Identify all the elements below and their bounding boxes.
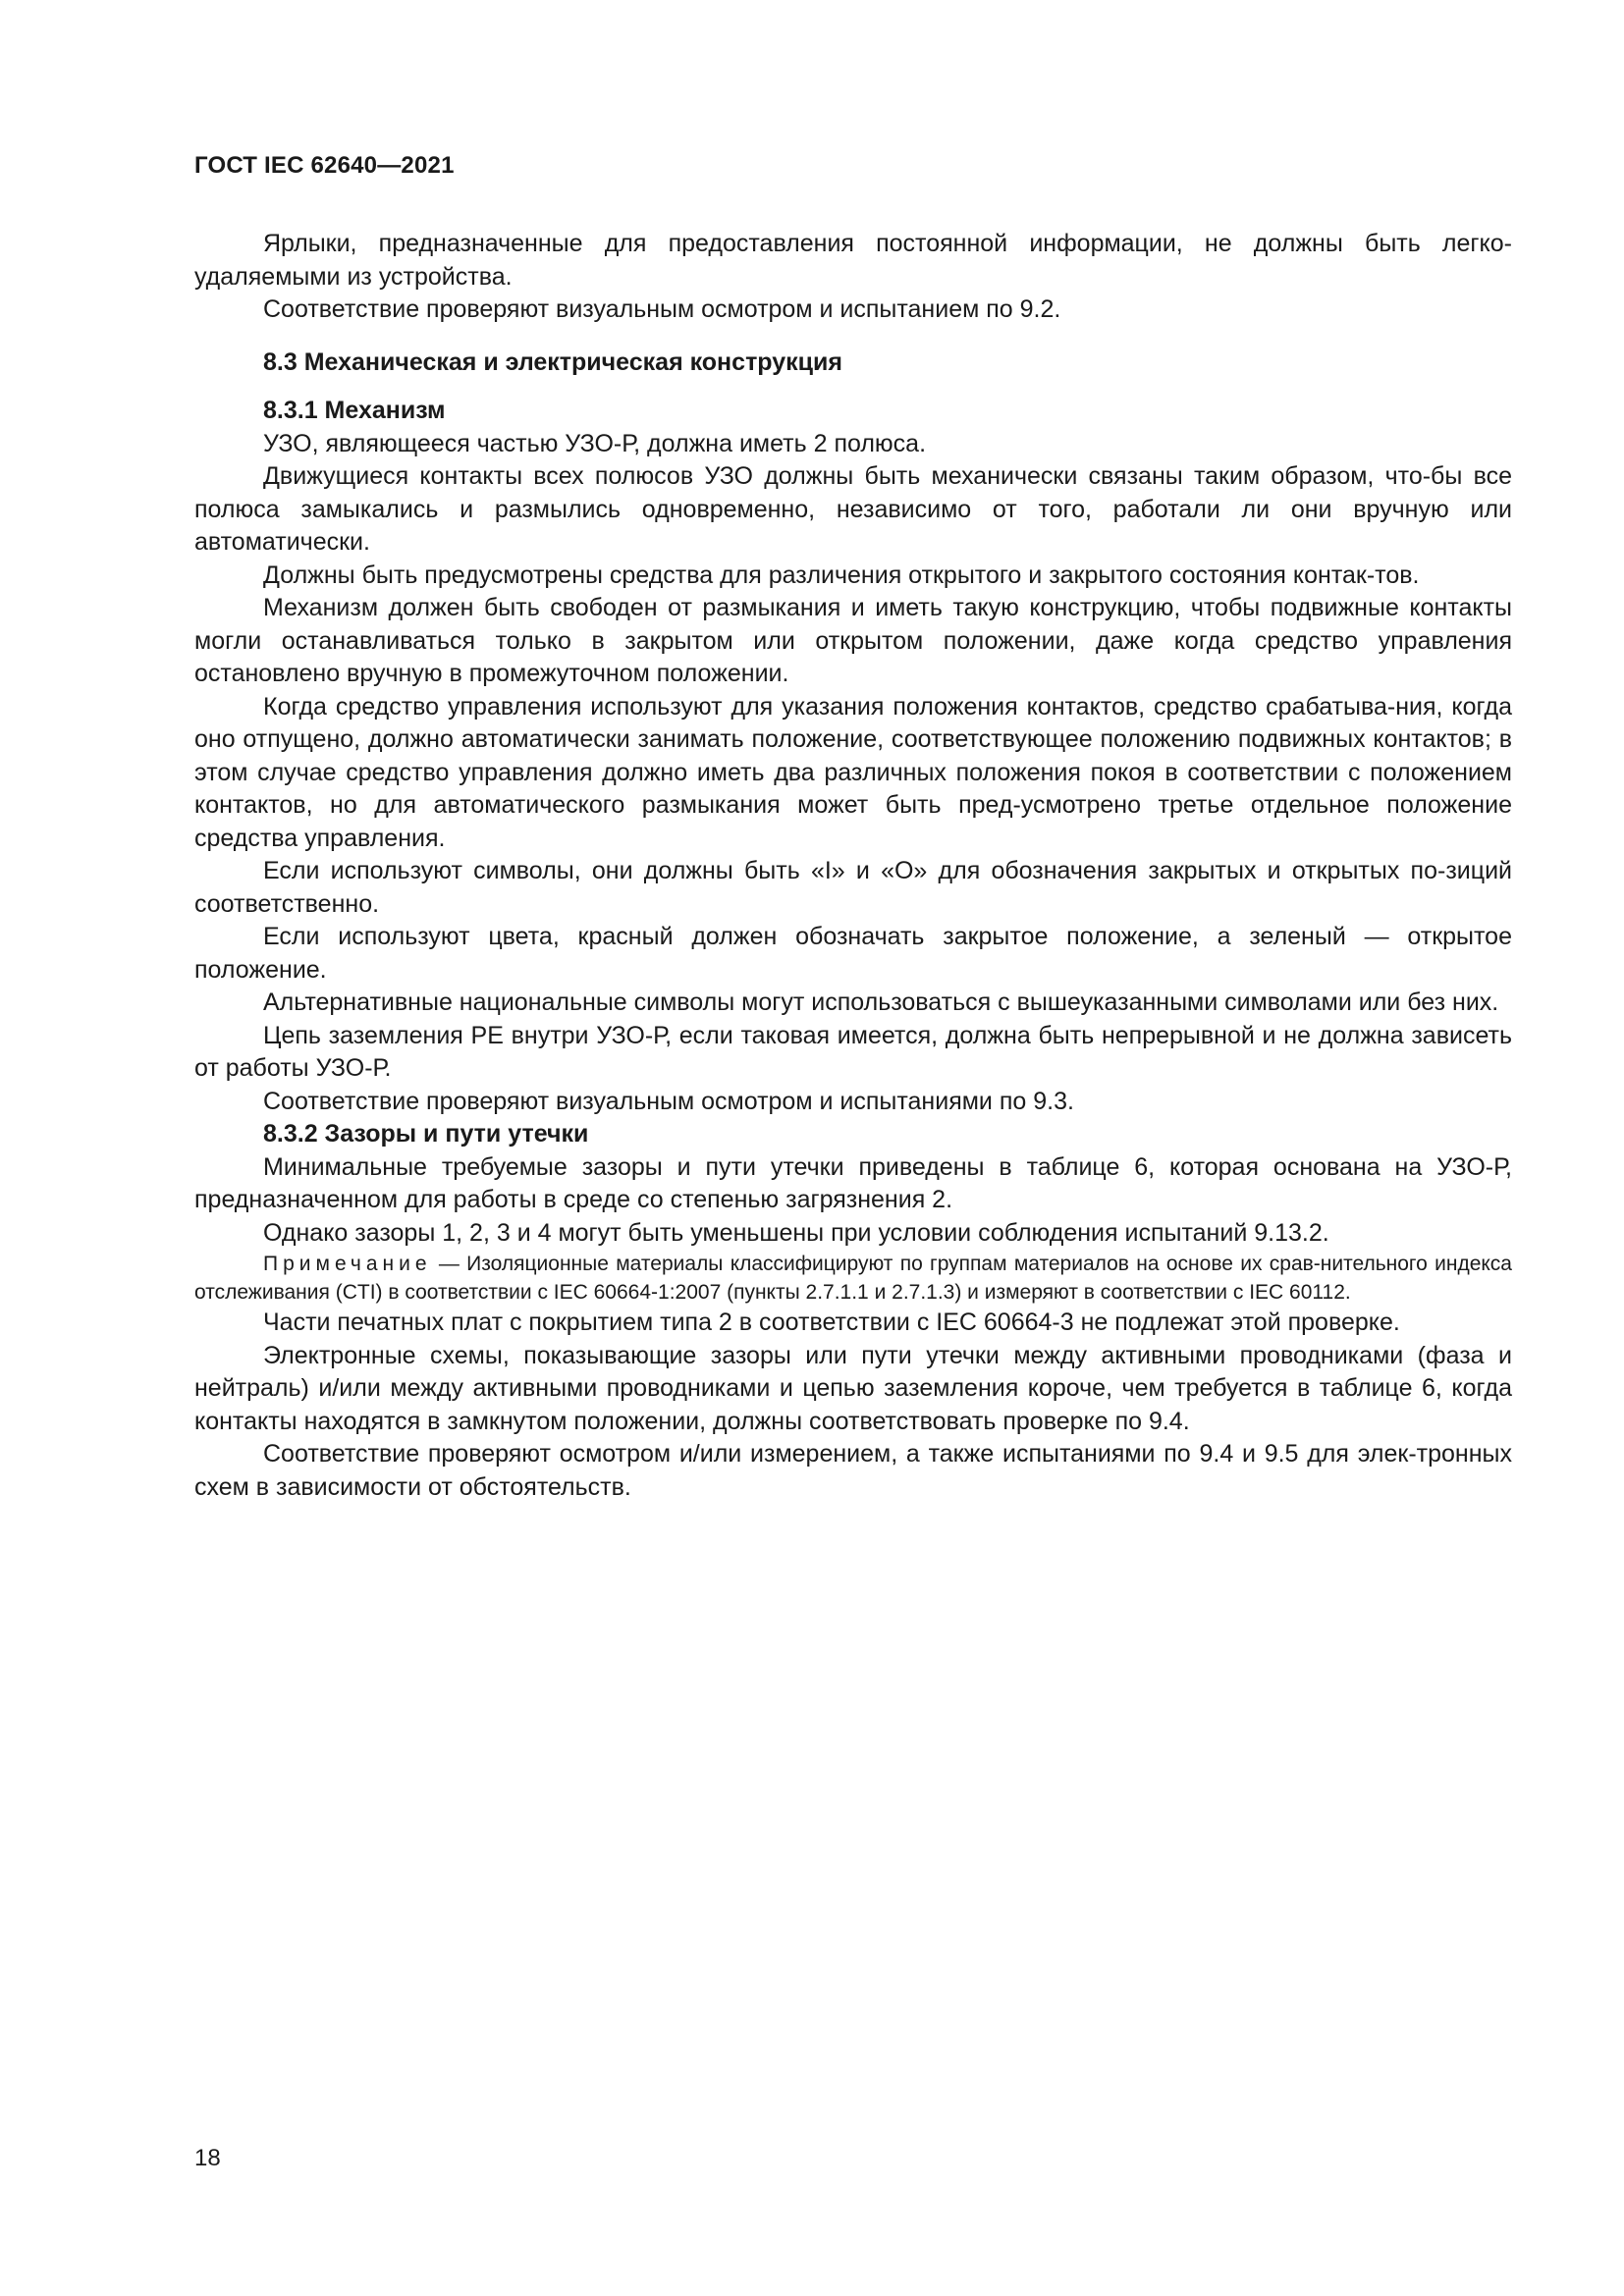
paragraph: Части печатных плат с покрытием типа 2 в соответствии с IEC 60664-3 не подлежат этой проверке. <box>263 1308 1400 1336</box>
paragraph: Соответствие проверяют визуальным осмотром и испытаниями по 9.3. <box>263 1087 1074 1115</box>
paragraph: Должны быть предусмотрены средства для различения открытого и закрытого состояния контак-тов. <box>263 561 1420 589</box>
paragraph: УЗО, являющееся частью УЗО-Р, должна иметь 2 полюса. <box>263 429 927 457</box>
paragraph: Движущиеся контакты всех полюсов УЗО должны быть механически связаны таким образом, что-бы все полюса замыкались и размылись одновременно, независимо от того, работали ли они вручную или автоматически. <box>194 462 1512 556</box>
section-heading-8-3: 8.3 Механическая и электрическая конструкция <box>263 347 842 376</box>
paragraph: Соответствие проверяют визуальным осмотром и испытанием по 9.2. <box>263 295 1061 323</box>
note-label: Примечание <box>263 1253 432 1275</box>
paragraph: Цепь заземления PE внутри УЗО-Р, если таковая имеется, должна быть непрерывной и не должна зависеть от работы УЗО-Р. <box>194 1021 1512 1082</box>
page-number: 18 <box>194 2145 221 2171</box>
paragraph: Минимальные требуемые зазоры и пути утечки приведены в таблице 6, которая основана на УЗО-Р, предназначенном для работы в среде со степенью загрязнения 2. <box>194 1152 1512 1213</box>
paragraph: Когда средство управления используют для указания положения контактов, средство срабатыва-ния, когда оно отпущено, должно автоматически занимать положение, соответствующее положению подвижных контактов; в этом случае средство управления должно иметь два различных положения покоя в соответствии с положением контактов, но для автоматического размыкания может быть пред-усмотрено третье отдельное положение средства управления. <box>194 692 1512 852</box>
paragraph: Альтернативные национальные символы могут использоваться с вышеуказанными символами или без них. <box>263 988 1499 1016</box>
section-heading-8-3-2: 8.3.2 Зазоры и пути утечки <box>263 1120 589 1148</box>
paragraph: Если используют символы, они должны быть «I» и «O» для обозначения закрытых и открытых по-зиций соответственно. <box>194 857 1512 918</box>
paragraph: Соответствие проверяют осмотром и/или измерением, а также испытаниями по 9.4 и 9.5 для элек-тронных схем в зависимости от обстоятельств. <box>194 1440 1512 1501</box>
note-text: — Изоляционные материалы классифицируют по группам материалов на основе их срав-нительного индекса отслеживания (CTI) в соответствии с IEC 60664-1:2007 (пункты 2.7.1.1 и 2.7.1.3) и измеряют в соответствии с IEC 60112. <box>194 1253 1512 1304</box>
document-header-standard-title: ГОСТ IEC 62640—2021 <box>194 152 455 179</box>
document-body <box>194 228 1512 1504</box>
section-heading-8-3-1: 8.3.1 Механизм <box>263 397 446 424</box>
paragraph: Механизм должен быть свободен от размыкания и иметь такую конструкцию, чтобы подвижные контакты могли останавливаться только в закрытом или открытом положении, даже когда средство управления остановлено вручную в промежуточном положении. <box>194 594 1512 687</box>
paragraph: Если используют цвета, красный должен обозначать закрытое положение, а зеленый — открытое положение. <box>194 923 1512 984</box>
paragraph: Однако зазоры 1, 2, 3 и 4 могут быть уменьшены при условии соблюдения испытаний 9.13.2. <box>263 1218 1329 1247</box>
paragraph: Электронные схемы, показывающие зазоры или пути утечки между активными проводниками (фаза и нейтраль) и/или между активными проводниками и цепью заземления короче, чем требуется в таблице 6, когда контакты находятся в замкнутом положении, должны соответствовать проверке по 9.4. <box>194 1341 1512 1435</box>
paragraph: Ярлыки, предназначенные для предоставления постоянной информации, не должны быть легко-удаляемыми из устройства. <box>194 230 1512 291</box>
note-paragraph <box>194 1250 1512 1307</box>
